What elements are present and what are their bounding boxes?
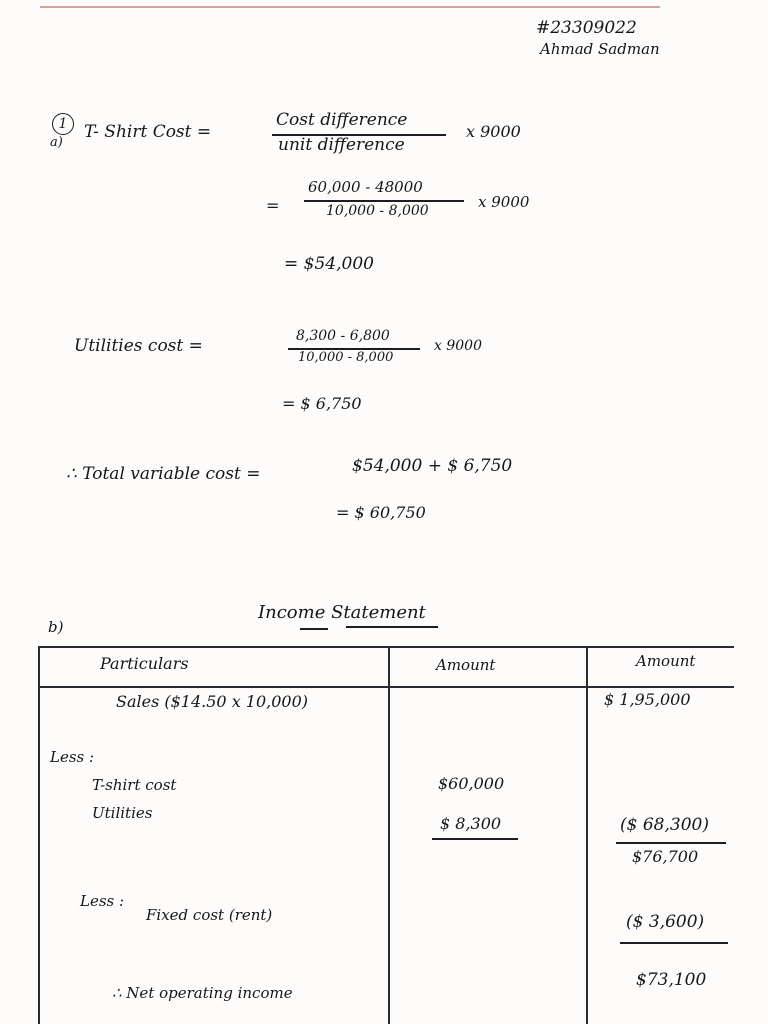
utilities-numerator: 8,300 - 6,800 xyxy=(296,328,390,344)
utilities-row-value: $ 8,300 xyxy=(440,814,502,833)
table-left-border xyxy=(38,646,40,1024)
fixed-cost-label: Fixed cost (rent) xyxy=(146,906,273,924)
income-statement-title: Income Statement xyxy=(258,602,426,623)
header-amount-2: Amount xyxy=(636,652,696,670)
utilities-result: = $ 6,750 xyxy=(282,394,362,413)
tshirt-cost-row-label: T-shirt cost xyxy=(92,776,177,794)
tshirt-step2-eq: = xyxy=(266,196,280,215)
table-header-border xyxy=(38,686,734,688)
total-variable-expr: $54,000 + $ 6,750 xyxy=(352,456,513,476)
sales-value: $ 1,95,000 xyxy=(604,690,691,709)
fixed-cost-value: ($ 3,600) xyxy=(626,912,705,932)
tshirt-step2-denominator: 10,000 - 8,000 xyxy=(326,203,429,219)
question-number: 1 xyxy=(52,113,74,135)
part-b-label: b) xyxy=(48,618,64,636)
header-amount-1: Amount xyxy=(436,656,496,674)
less1-total-underline xyxy=(616,842,726,844)
utilities-cost-label: Utilities cost = xyxy=(74,336,203,356)
net-operating-value: $73,100 xyxy=(636,970,707,990)
student-name: Ahmad Sadman xyxy=(540,40,660,58)
student-id: #23309022 xyxy=(536,18,637,38)
table-col-divider-2 xyxy=(586,646,588,1024)
net-operating-label: ∴ Net operating income xyxy=(112,984,293,1002)
tshirt-result: = $54,000 xyxy=(284,254,374,274)
title-underline-1 xyxy=(300,628,328,630)
less-label-1: Less : xyxy=(50,748,95,766)
tshirt-numerator: Cost difference xyxy=(276,110,408,130)
header-particulars: Particulars xyxy=(100,654,189,673)
fixed-cost-underline xyxy=(620,942,728,944)
title-underline-2 xyxy=(346,626,438,628)
tshirt-denominator: unit difference xyxy=(278,135,405,155)
sales-label: Sales ($14.50 x 10,000) xyxy=(116,692,309,711)
utilities-row-label: Utilities xyxy=(92,804,153,822)
tshirt-step2-multiplier: x 9000 xyxy=(478,193,530,211)
total-variable-result: = $ 60,750 xyxy=(336,503,426,522)
utilities-denominator: 10,000 - 8,000 xyxy=(298,350,394,365)
table-col-divider-1 xyxy=(388,646,390,1024)
subtotal-value: $76,700 xyxy=(632,847,699,866)
less-label-2: Less : xyxy=(80,892,125,910)
tshirt-step2-numerator: 60,000 - 48000 xyxy=(308,178,423,196)
tshirt-cost-label: T- Shirt Cost = xyxy=(84,122,212,142)
less1-total: ($ 68,300) xyxy=(620,815,709,835)
page-top-rule xyxy=(40,6,660,8)
part-a-label: a) xyxy=(50,135,63,150)
total-variable-label: ∴ Total variable cost = xyxy=(66,464,261,484)
tshirt-multiplier: x 9000 xyxy=(466,122,521,141)
utilities-value-underline xyxy=(432,838,518,840)
utilities-multiplier: x 9000 xyxy=(434,338,482,354)
table-top-border xyxy=(38,646,734,648)
tshirt-cost-row-value: $60,000 xyxy=(438,774,505,793)
tshirt-step2-bar xyxy=(304,200,464,202)
